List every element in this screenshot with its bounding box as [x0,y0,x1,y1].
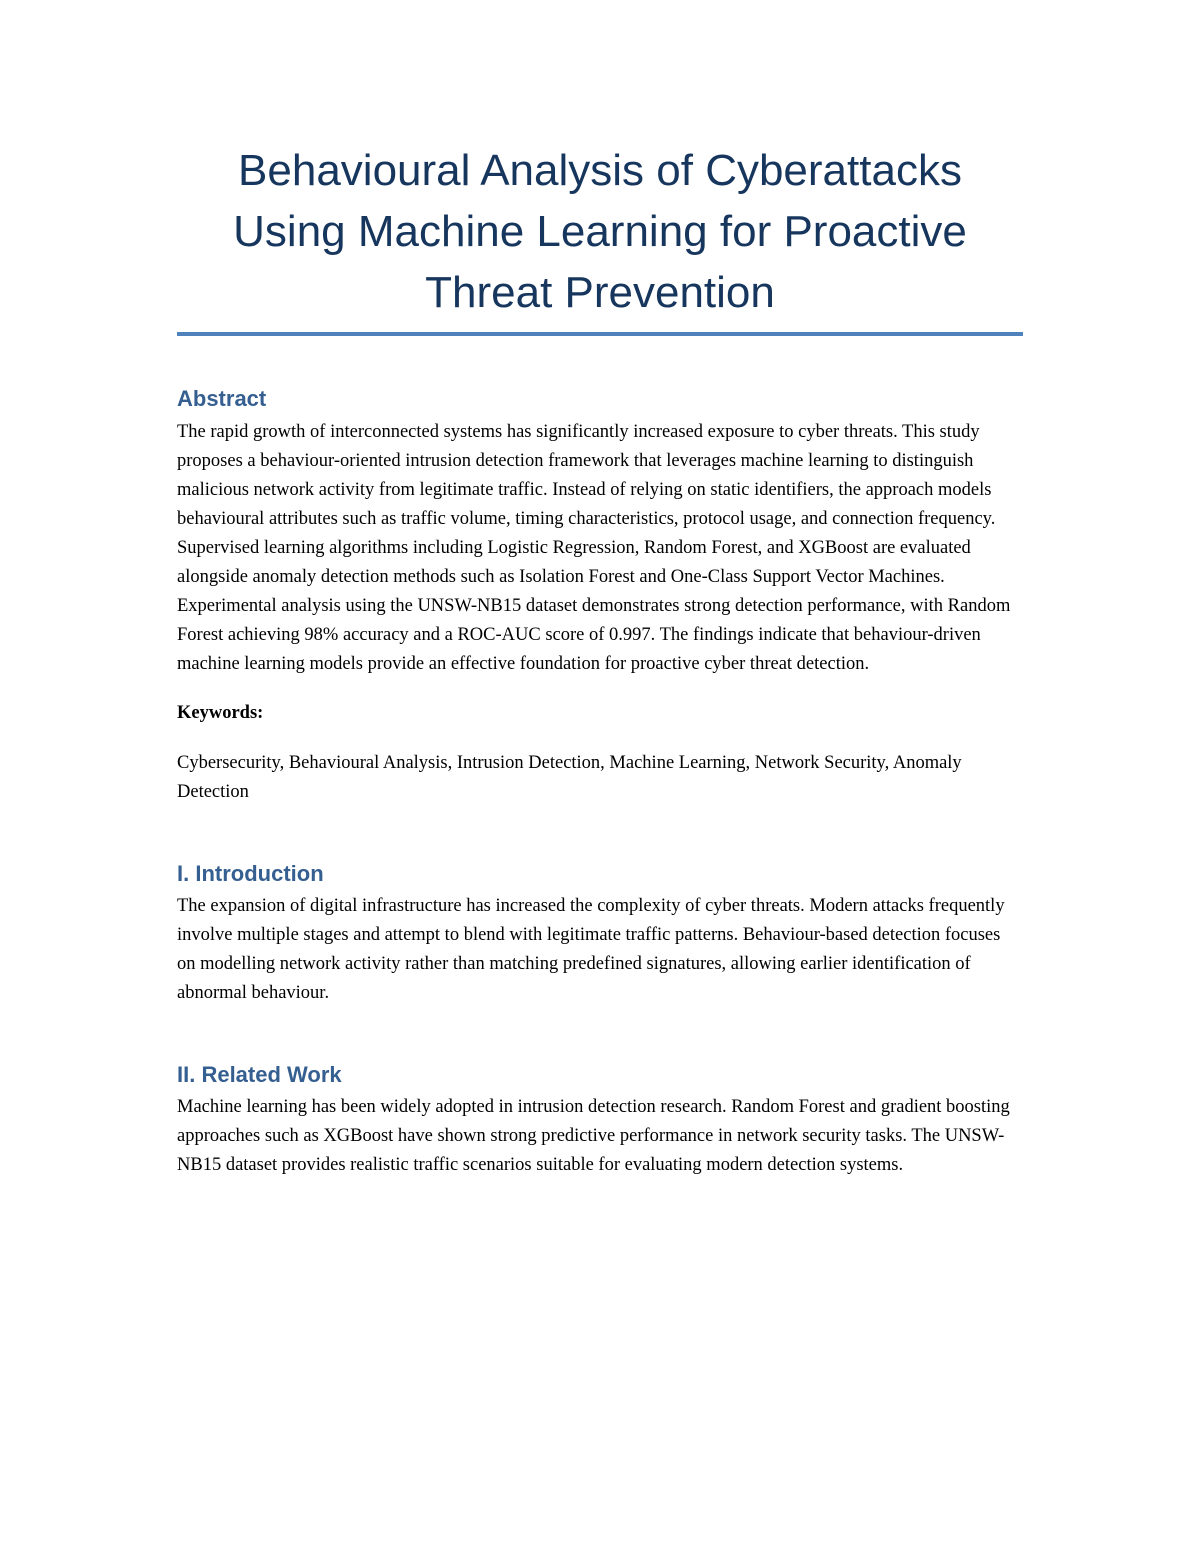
related-work-heading: II. Related Work [177,1062,342,1087]
document-title: Behavioural Analysis of Cyberattacks Using Machine Learning for Proactive Threat Prevention [233,146,967,317]
introduction-heading: I. Introduction [177,861,324,886]
related-work-text: Machine learning has been widely adopted in intrusion detection research. Random Forest and gradient boosting approaches such as XGBoost have shown strong predictive performance in network security tasks. The UNSW-NB15 dataset provides realistic traffic scenarios suitable for evaluating modern detection systems. [177,1097,1010,1175]
keywords-label: Keywords: [177,703,264,723]
introduction-text: The expansion of digital infrastructure has increased the complexity of cyber threats. Modern attacks frequently involve multiple stages and attempt to blend with legitimate traffic patterns. Behaviour-based detection focuses on modelling network activity rather than matching predefined signatures, allowing earlier identification of abnormal behaviour. [177,896,1005,1003]
abstract-heading: Abstract [177,386,267,411]
title-underline-rule [177,332,1023,336]
abstract-text: The rapid growth of interconnected systems has significantly increased exposure to cyber threats. This study proposes a behaviour-oriented intrusion detection framework that leverages machine learning to distinguish malicious network activity from legitimate traffic. Instead of relying on static identifiers, the approach models behavioural attributes such as traffic volume, timing characteristics, protocol usage, and connection frequency. Supervised learning algorithms including Logistic Regression, Random Forest, and XGBoost are evaluated alongside anomaly detection methods such as Isolation Forest and One-Class Support Vector Machines. Experimental analysis using the UNSW-NB15 dataset demonstrates strong detection performance, with Random Forest achieving 98% accuracy and a ROC-AUC score of 0.997. The findings indicate that behaviour-driven machine learning models provide an effective foundation for proactive cyber threat detection. [177,422,1011,674]
page-content [177,140,1023,1180]
keywords-text: Cybersecurity, Behavioural Analysis, Intrusion Detection, Machine Learning, Network Security, Anomaly Detection [177,753,962,802]
